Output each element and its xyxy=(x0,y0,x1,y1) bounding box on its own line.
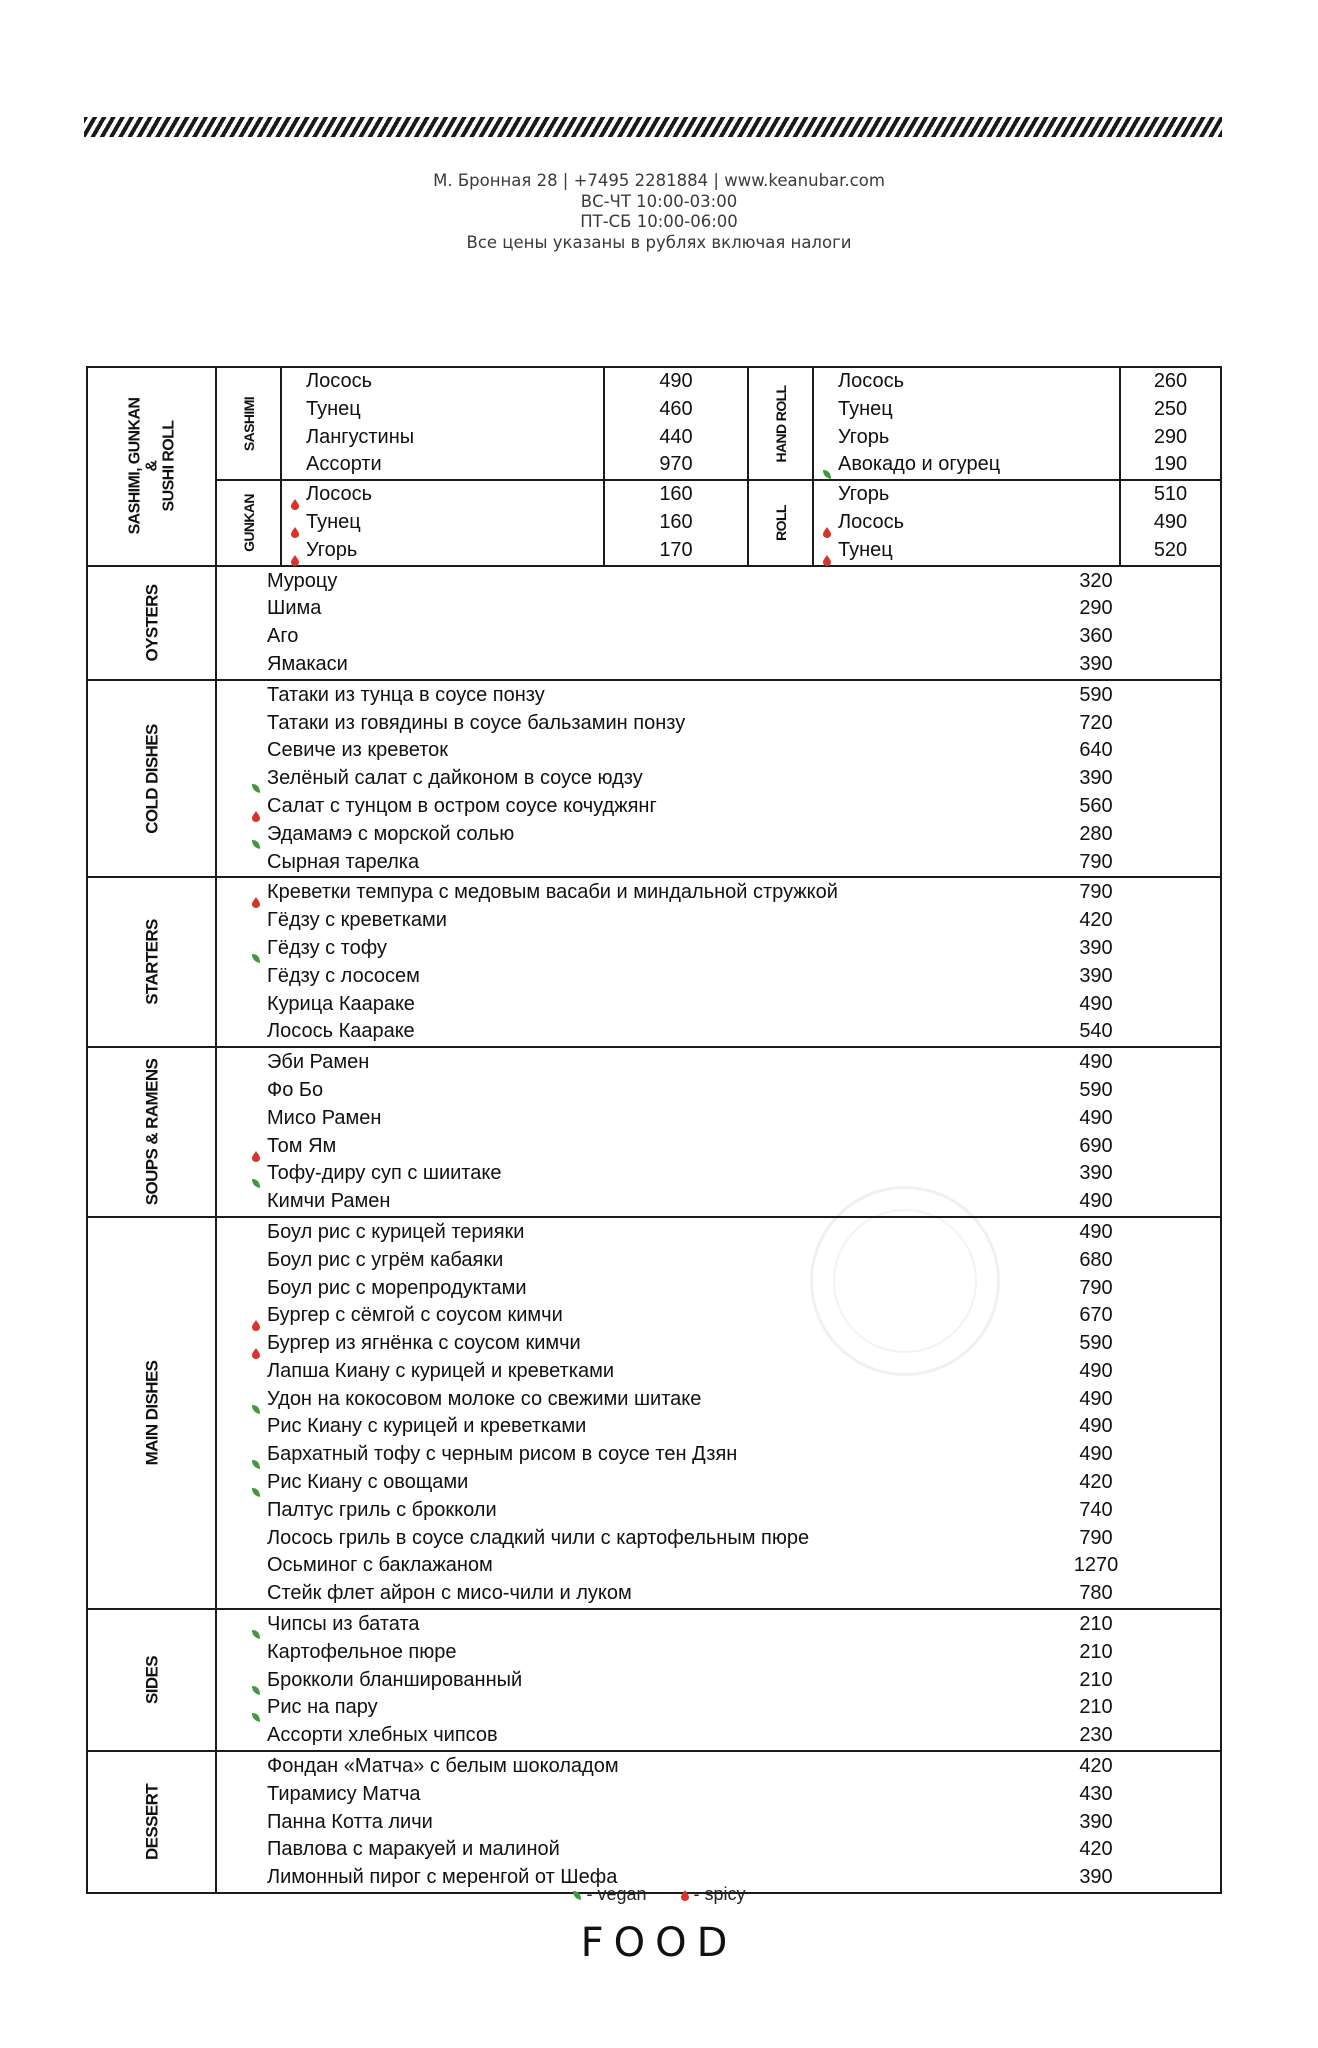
item-price: 280 xyxy=(1079,822,1113,845)
legend-spicy xyxy=(680,1884,746,1905)
item-price: 590 xyxy=(1079,683,1113,706)
menu-item xyxy=(217,963,1220,991)
item-price: 790 xyxy=(1079,1276,1113,1299)
menu-item xyxy=(814,481,1119,509)
item-price: 390 xyxy=(1079,964,1113,987)
item-name: Лапша Киану с курицей и креветками xyxy=(267,1359,615,1382)
menu-item xyxy=(217,1809,1220,1837)
menu-item xyxy=(217,1611,1220,1639)
legend-vegan-label: - vegan xyxy=(586,1884,647,1904)
item-name: Павлова с маракуей и малиной xyxy=(267,1838,560,1861)
item-price: 170 xyxy=(659,538,693,561)
category-cell xyxy=(87,1751,216,1893)
menu-item xyxy=(217,1386,1220,1414)
leaf-icon xyxy=(251,831,261,842)
item-price: 520 xyxy=(1153,538,1188,561)
item-name: Угорь xyxy=(306,538,358,561)
item-name: Рис Киану с курицей и креветками xyxy=(267,1415,587,1438)
restaurant-info xyxy=(0,171,1318,253)
item-name: Боул рис с угрём кабаяки xyxy=(267,1248,504,1271)
category-cell xyxy=(87,1217,216,1609)
item-name: Мисо Рамен xyxy=(267,1106,382,1129)
item-name: Курица Кааракe xyxy=(267,992,415,1015)
item-name: Тунец xyxy=(306,510,361,533)
menu-item xyxy=(217,1580,1220,1608)
menu-item xyxy=(217,1219,1220,1247)
item-price: 490 xyxy=(1153,510,1188,533)
item-price: 420 xyxy=(1079,1755,1113,1778)
chili-drop-icon xyxy=(251,889,261,900)
item-price: 290 xyxy=(1079,597,1113,620)
chili-drop-icon xyxy=(822,547,832,558)
hand-roll-names xyxy=(813,368,1120,480)
address-line: М. Бронная 28 | +7495 2281884 | www.keanubar.com xyxy=(433,171,885,190)
menu-item xyxy=(217,1469,1220,1497)
legend-spicy-label: - spicy xyxy=(693,1884,746,1904)
item-name: Тофу-диру суп с шиитаке xyxy=(267,1162,502,1185)
item-name: Татаки из тунца в соусе понзу xyxy=(267,683,545,706)
items-cell xyxy=(216,680,1221,878)
leaf-icon xyxy=(572,1885,582,1896)
menu-item xyxy=(282,396,603,424)
leaf-icon xyxy=(251,1396,261,1407)
gunkan-names xyxy=(281,480,604,564)
menu-item xyxy=(217,682,1220,710)
item-price: 210 xyxy=(1079,1613,1113,1636)
menu-item xyxy=(282,451,603,479)
chili-drop-icon xyxy=(822,519,832,530)
item-price: 790 xyxy=(1079,1526,1113,1549)
menu-item xyxy=(217,623,1220,651)
leaf-icon xyxy=(251,945,261,956)
menu-item xyxy=(217,1105,1220,1133)
leaf-icon xyxy=(251,1479,261,1490)
item-price: 260 xyxy=(1153,370,1188,392)
item-name: Панна Котта личи xyxy=(267,1810,433,1833)
item-price: 490 xyxy=(1079,1190,1113,1213)
item-price: 790 xyxy=(1079,881,1113,904)
item-price: 490 xyxy=(1079,1443,1113,1466)
item-name: Боул рис с морепродуктами xyxy=(267,1276,527,1299)
chili-drop-icon xyxy=(290,519,300,530)
item-name: Салат с тунцом в остром соусе кочуджянг xyxy=(267,794,657,817)
sashimi-prices xyxy=(604,368,748,480)
item-name: Шима xyxy=(267,597,322,620)
sushi-grid xyxy=(217,368,1220,565)
menu-item xyxy=(217,1525,1220,1553)
menu-section xyxy=(87,1047,1221,1217)
item-name: Бургер из ягнёнка с соусом кимчи xyxy=(267,1332,581,1355)
item-name: Удон на кокосовом молоке со свежими шитаке xyxy=(267,1387,702,1410)
menu-item xyxy=(217,1497,1220,1525)
item-price: 490 xyxy=(1079,1387,1113,1410)
item-name: Лосось xyxy=(838,370,905,392)
category-label: OYSTERS xyxy=(142,584,161,662)
item-name: Лосось Кааракe xyxy=(267,1020,415,1043)
menu-item xyxy=(282,424,603,452)
item-name: Сырная тарелка xyxy=(267,850,420,873)
items-cell xyxy=(216,1217,1221,1609)
item-price: 420 xyxy=(1079,909,1113,932)
item-price: 290 xyxy=(1153,425,1188,448)
item-name: Авокадо и огурец xyxy=(838,453,1001,476)
item-name: Зелёный салат с дайконом в соусе юдзу xyxy=(267,767,643,790)
menu-item xyxy=(282,537,603,565)
item-name: Угорь xyxy=(838,425,890,448)
menu-item xyxy=(217,1133,1220,1161)
menu-item xyxy=(217,879,1220,907)
roll-prices xyxy=(1120,480,1220,564)
item-name: Ассорти хлебных чипсов xyxy=(267,1724,498,1747)
menu-item xyxy=(814,537,1119,565)
menu-item xyxy=(217,1441,1220,1469)
item-name: Бургер с сёмгой с соусом кимчи xyxy=(267,1304,563,1327)
menu-item xyxy=(814,509,1119,537)
item-name: Эдамамэ с морской солью xyxy=(267,822,515,845)
category-cell xyxy=(87,680,216,878)
menu-item xyxy=(282,481,603,509)
roll-label: ROLL xyxy=(772,505,789,541)
leaf-icon xyxy=(822,461,832,472)
item-name: Лосось гриль в соусе сладкий чили с картофельным пюре xyxy=(267,1526,810,1549)
menu-section xyxy=(87,1609,1221,1751)
item-name: Лосось xyxy=(838,510,905,533)
menu-item xyxy=(217,1836,1220,1864)
item-price: 680 xyxy=(1079,1248,1113,1271)
item-price: 490 xyxy=(1079,1415,1113,1438)
item-name: Кимчи Рамен xyxy=(267,1190,391,1213)
menu-item xyxy=(217,1358,1220,1386)
category-cell xyxy=(87,566,216,680)
item-name: Фондан «Матча» с белым шоколадом xyxy=(267,1755,619,1778)
item-price: 210 xyxy=(1079,1696,1113,1719)
chili-drop-icon xyxy=(251,1143,261,1154)
menu-item xyxy=(217,710,1220,738)
item-price: 590 xyxy=(1079,1332,1113,1355)
category-cell xyxy=(87,877,216,1047)
item-name: Рис на пару xyxy=(267,1696,378,1719)
gunkan-prices xyxy=(604,480,748,564)
category-label: DESSERT xyxy=(142,1783,161,1861)
items-cell xyxy=(216,1609,1221,1751)
category-label: SOUPS & RAMENS xyxy=(142,1058,161,1206)
item-name: Гёдзу с тофу xyxy=(267,936,387,959)
menu-item xyxy=(217,1667,1220,1695)
category-label: STARTERS xyxy=(142,919,161,1006)
footer-title: FOOD xyxy=(580,1920,738,1966)
menu-item xyxy=(217,1413,1220,1441)
menu-item xyxy=(814,451,1119,479)
menu-item xyxy=(217,935,1220,963)
item-name: Креветки темпура с медовым васаби и миндальной стружкой xyxy=(267,881,838,904)
item-price: 590 xyxy=(1079,1078,1113,1101)
category-label: SASHIMI, GUNKAN & SUSHI ROLL xyxy=(126,397,177,535)
item-price: 390 xyxy=(1079,652,1113,675)
chili-drop-icon xyxy=(251,1312,261,1323)
hand-roll-prices xyxy=(1120,368,1220,480)
hand-roll-label-cell xyxy=(748,368,813,480)
item-name: Том Ям xyxy=(267,1134,337,1157)
menu-item xyxy=(217,1160,1220,1188)
menu-item xyxy=(814,396,1119,424)
item-name: Лимонный пирог с меренгой от Шефа xyxy=(267,1866,618,1889)
menu-item xyxy=(217,1049,1220,1077)
item-price: 320 xyxy=(1079,569,1113,592)
item-name: Лангустины xyxy=(306,425,415,448)
item-price: 1270 xyxy=(1073,1554,1119,1577)
item-name: Фо Бо xyxy=(267,1078,324,1101)
item-name: Картофельное пюре xyxy=(267,1640,457,1663)
item-price: 420 xyxy=(1079,1471,1113,1494)
item-name: Тунец xyxy=(306,397,361,420)
menu-section xyxy=(87,680,1221,878)
item-name: Лосось xyxy=(306,370,373,392)
item-name: Брокколи бланшированный xyxy=(267,1668,523,1691)
item-price: 970 xyxy=(659,453,693,476)
item-price: 190 xyxy=(1153,453,1188,476)
item-price: 780 xyxy=(1079,1582,1113,1605)
menu-item xyxy=(217,1188,1220,1216)
menu-item xyxy=(217,1018,1220,1046)
menu-item xyxy=(217,1552,1220,1580)
category-label: MAIN DISHES xyxy=(142,1360,161,1466)
menu-section xyxy=(87,1217,1221,1609)
item-price: 390 xyxy=(1079,1810,1113,1833)
item-name: Аго xyxy=(267,625,299,648)
item-price: 490 xyxy=(1079,1051,1113,1074)
menu-item xyxy=(217,1781,1220,1809)
item-price: 390 xyxy=(1079,767,1113,790)
item-name: Тунец xyxy=(838,538,893,561)
item-price: 390 xyxy=(1079,936,1113,959)
item-price: 510 xyxy=(1153,483,1188,506)
menu-section xyxy=(87,566,1221,680)
category-cell xyxy=(87,1047,216,1217)
item-price: 360 xyxy=(1079,625,1113,648)
menu-item xyxy=(217,793,1220,821)
item-name: Рис Киану с овощами xyxy=(267,1471,469,1494)
menu-item xyxy=(217,1722,1220,1750)
sushi-section xyxy=(87,367,1221,566)
menu-item xyxy=(217,1275,1220,1303)
item-name: Севиче из креветок xyxy=(267,739,449,762)
menu-section xyxy=(87,1751,1221,1893)
items-cell xyxy=(216,1751,1221,1893)
menu-item xyxy=(217,737,1220,765)
category-cell xyxy=(87,367,216,566)
menu-item xyxy=(217,765,1220,793)
item-name: Осьминог с баклажаном xyxy=(267,1554,493,1577)
item-name: Бархатный тофу с черным рисом в соусе тен Дзян xyxy=(267,1443,738,1466)
sashimi-label-cell xyxy=(217,368,281,480)
menu-item xyxy=(217,651,1220,679)
menu-item xyxy=(282,509,603,537)
category-cell xyxy=(87,1609,216,1751)
item-price: 160 xyxy=(659,483,693,506)
item-name: Татаки из говядины в соусе бальзамин понзу xyxy=(267,711,686,734)
item-price: 490 xyxy=(1079,1106,1113,1129)
item-name: Гёдзу с креветками xyxy=(267,909,447,932)
item-price: 440 xyxy=(659,425,693,448)
chili-drop-icon xyxy=(251,1340,261,1351)
menu-section xyxy=(87,877,1221,1047)
sashimi-names xyxy=(281,368,604,480)
menu-item xyxy=(217,991,1220,1019)
hours-weekend: ПТ-СБ 10:00-06:00 xyxy=(580,212,738,231)
item-name: Угорь xyxy=(838,483,890,506)
sushi-grid-cell xyxy=(216,367,1221,566)
decorative-stripe-bar xyxy=(84,117,1222,137)
leaf-icon xyxy=(251,1621,261,1632)
item-price: 790 xyxy=(1079,850,1113,873)
menu-item xyxy=(217,595,1220,623)
item-price: 460 xyxy=(659,397,693,420)
sashimi-label: SASHIMI xyxy=(240,396,257,451)
item-name: Эби Рамен xyxy=(267,1051,370,1074)
roll-label-cell xyxy=(748,480,813,564)
item-price: 490 xyxy=(1079,1359,1113,1382)
items-cell xyxy=(216,566,1221,680)
leaf-icon xyxy=(251,1677,261,1688)
category-label: COLD DISHES xyxy=(142,723,161,834)
item-price: 210 xyxy=(1079,1640,1113,1663)
menu-item xyxy=(217,907,1220,935)
leaf-icon xyxy=(251,1704,261,1715)
item-price: 640 xyxy=(1079,739,1113,762)
menu-item xyxy=(217,821,1220,849)
menu-item xyxy=(814,424,1119,452)
item-price: 390 xyxy=(1079,1162,1113,1185)
item-price: 490 xyxy=(1079,992,1113,1015)
hand-roll-label: HAND ROLL xyxy=(772,385,789,463)
item-name: Чипсы из батата xyxy=(267,1613,420,1636)
menu-item xyxy=(217,1639,1220,1667)
category-label: SIDES xyxy=(142,1656,161,1705)
legend-vegan xyxy=(572,1884,646,1905)
gunkan-label-cell xyxy=(217,480,281,564)
menu-table xyxy=(86,366,1222,1894)
item-name: Ассорти xyxy=(306,453,382,476)
legend xyxy=(0,1884,1318,1905)
item-price: 690 xyxy=(1079,1134,1113,1157)
menu-item xyxy=(217,1077,1220,1105)
item-price: 420 xyxy=(1079,1838,1113,1861)
item-price: 490 xyxy=(659,370,693,392)
menu-item xyxy=(217,849,1220,877)
hours-weekday: ВС-ЧТ 10:00-03:00 xyxy=(580,191,738,211)
leaf-icon xyxy=(251,1170,261,1181)
leaf-icon xyxy=(251,775,261,786)
item-name: Палтус гриль с брокколи xyxy=(267,1498,497,1521)
menu-item xyxy=(217,1302,1220,1330)
prices-note: Все цены указаны в рублях включая налоги xyxy=(466,232,852,252)
menu-item xyxy=(217,1694,1220,1722)
item-name: Гёдзу с лососем xyxy=(267,964,420,987)
gunkan-label: GUNKAN xyxy=(240,493,257,552)
menu-item xyxy=(217,1330,1220,1358)
chili-drop-icon xyxy=(290,491,300,502)
menu-item xyxy=(217,568,1220,596)
items-cell xyxy=(216,1047,1221,1217)
chili-drop-icon xyxy=(680,1885,690,1896)
item-price: 210 xyxy=(1079,1668,1113,1691)
item-price: 560 xyxy=(1079,794,1113,817)
item-name: Тирамису Матча xyxy=(267,1782,421,1805)
item-price: 670 xyxy=(1079,1304,1113,1327)
item-price: 390 xyxy=(1079,1866,1113,1889)
item-name: Боул рис с курицей терияки xyxy=(267,1220,525,1243)
roll-names xyxy=(813,480,1120,564)
items-cell xyxy=(216,877,1221,1047)
item-price: 720 xyxy=(1079,711,1113,734)
item-name: Ямакаси xyxy=(267,652,348,675)
item-price: 740 xyxy=(1079,1498,1113,1521)
item-price: 540 xyxy=(1079,1020,1113,1043)
item-price: 230 xyxy=(1079,1724,1113,1747)
menu-item xyxy=(217,1247,1220,1275)
chili-drop-icon xyxy=(251,803,261,814)
item-name: Лосось xyxy=(306,483,373,506)
menu-item xyxy=(282,368,603,396)
item-name: Муроцу xyxy=(267,569,338,592)
leaf-icon xyxy=(251,1451,261,1462)
item-price: 490 xyxy=(1079,1220,1113,1243)
menu-item xyxy=(814,368,1119,396)
item-price: 430 xyxy=(1079,1782,1113,1805)
menu-item xyxy=(217,1753,1220,1781)
item-price: 250 xyxy=(1153,397,1188,420)
item-name: Стейк флет айрон с мисо-чили и луком xyxy=(267,1582,632,1605)
chili-drop-icon xyxy=(290,547,300,558)
item-name: Тунец xyxy=(838,397,893,420)
item-price: 160 xyxy=(659,510,693,533)
